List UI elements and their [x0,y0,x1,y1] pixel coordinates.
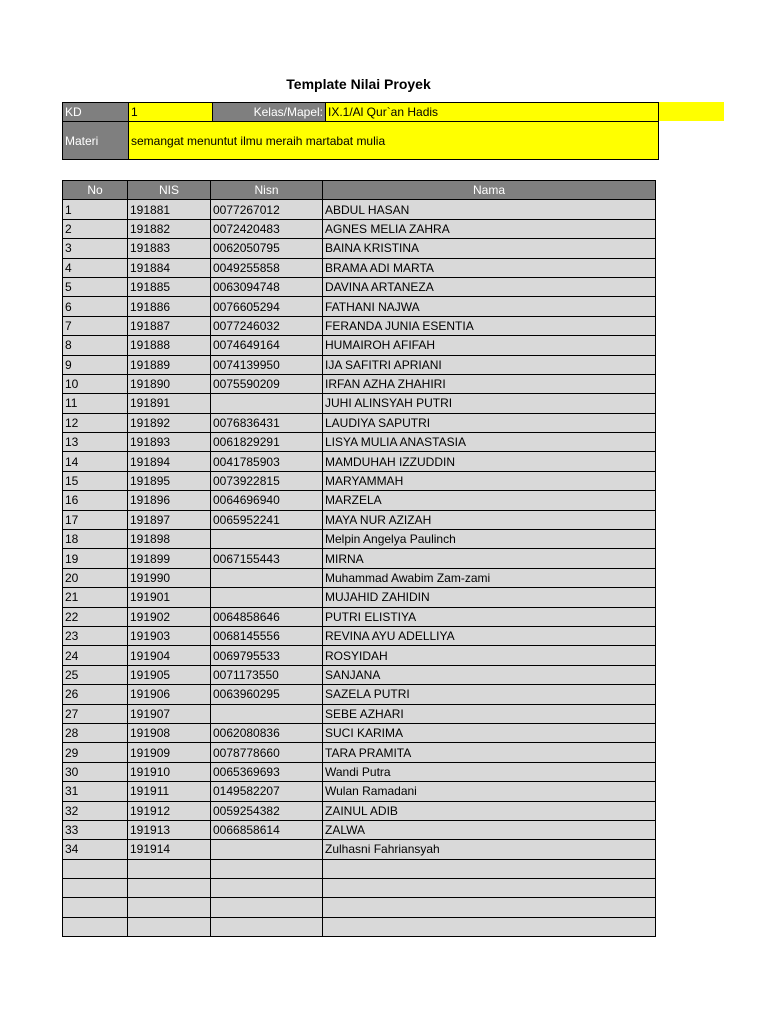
materi-label: Materi [63,122,129,160]
cell-nisn[interactable]: 0076605294 [211,297,323,316]
cell-nama[interactable]: MARYAMMAH [323,471,656,490]
cell-nis[interactable]: 191885 [128,277,211,296]
cell-nis[interactable]: 191911 [128,782,211,801]
cell-nisn[interactable]: 0065952241 [211,510,323,529]
cell-nis[interactable]: 191898 [128,530,211,549]
page-title: Template Nilai Proyek [286,76,431,92]
cell-no[interactable]: 15 [63,471,128,490]
cell-nama[interactable]: JUHI ALINSYAH PUTRI [323,394,656,413]
cell-nis[interactable]: 191910 [128,762,211,781]
cell-nisn[interactable]: 0072420483 [211,219,323,238]
cell-no[interactable]: 3 [63,239,128,258]
cell-no[interactable]: 21 [63,588,128,607]
table-row [63,898,656,917]
cell-no[interactable]: 33 [63,820,128,839]
cell-nis[interactable]: 191888 [128,336,211,355]
cell-nama[interactable] [323,879,656,898]
table-row [63,239,656,258]
cell-nama[interactable]: TARA PRAMITA [323,743,656,762]
cell-no[interactable]: 8 [63,336,128,355]
cell-nama[interactable]: SEBE AZHARI [323,704,656,723]
cell-nama[interactable]: LISYA MULIA ANASTASIA [323,433,656,452]
kelas-value[interactable]: IX.1/Al Qur`an Hadis [326,103,659,122]
table-row [63,374,656,393]
cell-nama[interactable]: LAUDIYA SAPUTRI [323,413,656,432]
table-row [63,316,656,335]
cell-nama[interactable]: MIRNA [323,549,656,568]
cell-no[interactable]: 16 [63,491,128,510]
cell-nisn[interactable]: 0059254382 [211,801,323,820]
cell-nama[interactable]: DAVINA ARTANEZA [323,277,656,296]
cell-no[interactable]: 13 [63,433,128,452]
kd-label: KD [63,103,129,122]
cell-nisn[interactable] [211,840,323,859]
table-body [63,200,656,937]
cell-nis[interactable]: 191990 [128,568,211,587]
cell-nama[interactable]: BAINA KRISTINA [323,239,656,258]
cell-nisn[interactable]: 0076836431 [211,413,323,432]
cell-nisn[interactable] [211,394,323,413]
materi-value[interactable]: semangat menuntut ilmu meraih martabat mulia [129,122,659,160]
student-table [62,180,656,937]
cell-nis[interactable]: 191899 [128,549,211,568]
cell-nisn[interactable]: 0041785903 [211,452,323,471]
cell-nis[interactable]: 191912 [128,801,211,820]
cell-no[interactable]: 2 [63,219,128,238]
cell-no[interactable]: 1 [63,200,128,219]
cell-no[interactable]: 26 [63,685,128,704]
cell-nis[interactable]: 191896 [128,491,211,510]
cell-no[interactable]: 24 [63,646,128,665]
table-row [63,782,656,801]
cell-nisn[interactable] [211,704,323,723]
cell-nama[interactable]: Wulan Ramadani [323,782,656,801]
cell-nis[interactable]: 191902 [128,607,211,626]
cell-nisn[interactable]: 0064858646 [211,607,323,626]
table-header-row [63,181,656,200]
cell-nis[interactable]: 191892 [128,413,211,432]
cell-nis[interactable]: 191893 [128,433,211,452]
table-row [63,607,656,626]
cell-nisn[interactable]: 0063094748 [211,277,323,296]
table-row [63,762,656,781]
cell-nama[interactable]: AGNES MELIA ZAHRA [323,219,656,238]
cell-nisn[interactable]: 0065369693 [211,762,323,781]
cell-nisn[interactable]: 0074649164 [211,336,323,355]
cell-nisn[interactable]: 0063960295 [211,685,323,704]
cell-no[interactable]: 27 [63,704,128,723]
table-row [63,879,656,898]
cell-nisn[interactable]: 0078778660 [211,743,323,762]
cell-nama[interactable]: ZAINUL ADIB [323,801,656,820]
cell-no[interactable]: 32 [63,801,128,820]
cell-nis[interactable] [128,898,211,917]
cell-no[interactable]: 29 [63,743,128,762]
cell-nisn[interactable]: 0149582207 [211,782,323,801]
cell-no[interactable] [63,917,128,936]
cell-no[interactable]: 18 [63,530,128,549]
cell-nis[interactable]: 191913 [128,820,211,839]
cell-nis[interactable]: 191904 [128,646,211,665]
cell-nama[interactable]: HUMAIROH AFIFAH [323,336,656,355]
cell-nis[interactable]: 191881 [128,200,211,219]
cell-nis[interactable]: 191886 [128,297,211,316]
info-table [62,102,659,160]
cell-nama[interactable]: MAMDUHAH IZZUDDIN [323,452,656,471]
cell-nama[interactable]: IJA SAFITRI APRIANI [323,355,656,374]
cell-no[interactable]: 11 [63,394,128,413]
cell-nis[interactable]: 191901 [128,588,211,607]
cell-no[interactable]: 4 [63,258,128,277]
cell-nisn[interactable]: 0068145556 [211,626,323,645]
table-row [63,626,656,645]
cell-nama[interactable]: Melpin Angelya Paulinch [323,530,656,549]
cell-nama[interactable] [323,898,656,917]
table-row [63,200,656,219]
table-row [63,219,656,238]
column-header-no[interactable]: No [63,181,128,200]
cell-no[interactable] [63,879,128,898]
cell-nis[interactable]: 191903 [128,626,211,645]
cell-nis[interactable]: 191882 [128,219,211,238]
cell-nisn[interactable]: 0066858614 [211,820,323,839]
cell-nama[interactable]: Muhammad Awabim Zam-zami [323,568,656,587]
cell-nis[interactable]: 191887 [128,316,211,335]
table-row [63,336,656,355]
cell-nama[interactable]: REVINA AYU ADELLIYA [323,626,656,645]
cell-no[interactable]: 17 [63,510,128,529]
cell-no[interactable]: 19 [63,549,128,568]
cell-no[interactable]: 28 [63,723,128,742]
cell-nama[interactable]: SANJANA [323,665,656,684]
table-row [63,510,656,529]
cell-no[interactable]: 30 [63,762,128,781]
cell-nama[interactable]: ROSYIDAH [323,646,656,665]
table-row [63,704,656,723]
table-row [63,394,656,413]
cell-no[interactable]: 9 [63,355,128,374]
table-row [63,646,656,665]
cell-nisn[interactable] [211,879,323,898]
cell-no[interactable] [63,859,128,878]
cell-no[interactable]: 31 [63,782,128,801]
cell-nama[interactable]: MARZELA [323,491,656,510]
cell-no[interactable] [63,898,128,917]
yellow-fill-cell[interactable] [655,102,724,121]
table-row [63,723,656,742]
cell-nama[interactable]: IRFAN AZHA ZHAHIRI [323,374,656,393]
cell-nisn[interactable]: 0071173550 [211,665,323,684]
table-row [63,491,656,510]
cell-nis[interactable]: 191884 [128,258,211,277]
table-row [63,801,656,820]
cell-no[interactable]: 20 [63,568,128,587]
table-row [63,588,656,607]
cell-nis[interactable]: 191894 [128,452,211,471]
table-row [63,258,656,277]
cell-no[interactable]: 5 [63,277,128,296]
cell-nama[interactable]: MAYA NUR AZIZAH [323,510,656,529]
cell-nis[interactable]: 191891 [128,394,211,413]
table-row [63,917,656,936]
cell-nama[interactable]: MUJAHID ZAHIDIN [323,588,656,607]
cell-no[interactable]: 6 [63,297,128,316]
table-row [63,685,656,704]
kelas-label: Kelas/Mapel: [213,103,326,122]
cell-nis[interactable]: 191908 [128,723,211,742]
cell-nis[interactable] [128,859,211,878]
cell-no[interactable]: 22 [63,607,128,626]
cell-nis[interactable]: 191883 [128,239,211,258]
cell-nisn[interactable] [211,859,323,878]
cell-nisn[interactable]: 0075590209 [211,374,323,393]
cell-nisn[interactable]: 0073922815 [211,471,323,490]
cell-nisn[interactable]: 0049255858 [211,258,323,277]
cell-nisn[interactable]: 0077246032 [211,316,323,335]
cell-nis[interactable]: 191906 [128,685,211,704]
table-row [63,568,656,587]
column-header-nama[interactable]: Nama [323,181,656,200]
table-row [63,297,656,316]
cell-nis[interactable] [128,917,211,936]
cell-nis[interactable]: 191909 [128,743,211,762]
table-row [63,277,656,296]
cell-nama[interactable] [323,859,656,878]
cell-no[interactable]: 25 [63,665,128,684]
cell-nisn[interactable]: 0067155443 [211,549,323,568]
cell-no[interactable]: 7 [63,316,128,335]
cell-nama[interactable]: BRAMA ADI MARTA [323,258,656,277]
cell-no[interactable]: 14 [63,452,128,471]
cell-nis[interactable]: 191905 [128,665,211,684]
table-row [63,549,656,568]
cell-nama[interactable]: SAZELA PUTRI [323,685,656,704]
cell-no[interactable]: 12 [63,413,128,432]
cell-nama[interactable]: SUCI KARIMA [323,723,656,742]
column-header-nisn[interactable]: Nisn [211,181,323,200]
cell-nis[interactable]: 191895 [128,471,211,490]
cell-nisn[interactable] [211,917,323,936]
cell-nisn[interactable]: 0069795533 [211,646,323,665]
cell-nisn[interactable] [211,588,323,607]
cell-nisn[interactable]: 0077267012 [211,200,323,219]
cell-nis[interactable] [128,879,211,898]
cell-nama[interactable]: ABDUL HASAN [323,200,656,219]
cell-nama[interactable] [323,917,656,936]
cell-nisn[interactable] [211,568,323,587]
cell-nisn[interactable]: 0062050795 [211,239,323,258]
cell-nisn[interactable]: 0062080836 [211,723,323,742]
table-row [63,433,656,452]
cell-nis[interactable]: 191897 [128,510,211,529]
kd-value[interactable]: 1 [129,103,213,122]
cell-nisn[interactable] [211,898,323,917]
cell-no[interactable]: 23 [63,626,128,645]
cell-no[interactable]: 10 [63,374,128,393]
column-header-nis[interactable]: NIS [128,181,211,200]
cell-nis[interactable]: 191890 [128,374,211,393]
cell-nisn[interactable]: 0074139950 [211,355,323,374]
table-row [63,355,656,374]
table-row [63,665,656,684]
cell-nama[interactable]: FATHANI NAJWA [323,297,656,316]
cell-nis[interactable]: 191907 [128,704,211,723]
cell-nis[interactable]: 191889 [128,355,211,374]
table-row [63,743,656,762]
cell-nisn[interactable] [211,530,323,549]
table-row [63,452,656,471]
cell-nama[interactable]: PUTRI ELISTIYA [323,607,656,626]
table-row [63,820,656,839]
table-row [63,840,656,859]
cell-nama[interactable]: ZALWA [323,820,656,839]
table-row [63,530,656,549]
cell-nama[interactable]: Wandi Putra [323,762,656,781]
cell-nisn[interactable]: 0064696940 [211,491,323,510]
cell-nis[interactable]: 191914 [128,840,211,859]
cell-nisn[interactable]: 0061829291 [211,433,323,452]
table-row [63,471,656,490]
table-row [63,859,656,878]
table-row [63,413,656,432]
cell-nama[interactable]: FERANDA JUNIA ESENTIA [323,316,656,335]
cell-nama[interactable]: Zulhasni Fahriansyah [323,840,656,859]
cell-no[interactable]: 34 [63,840,128,859]
